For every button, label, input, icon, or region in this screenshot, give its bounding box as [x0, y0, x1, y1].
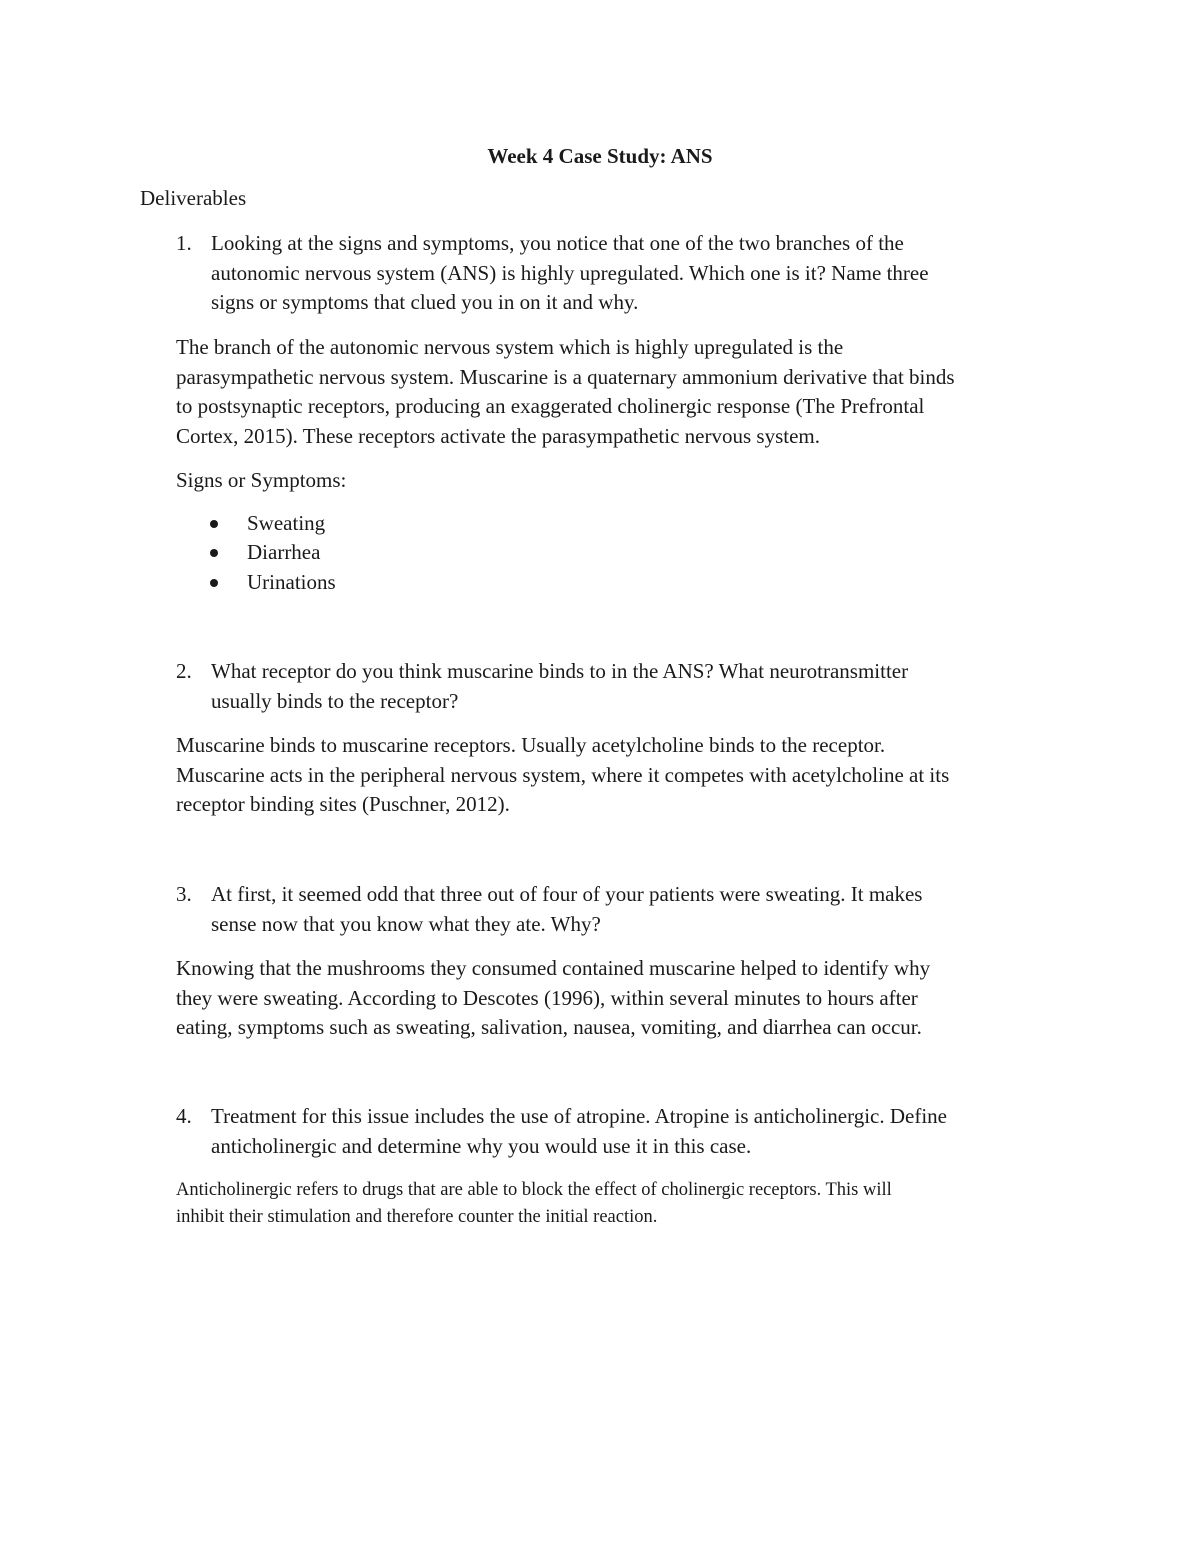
question-2-text: [211, 657, 908, 716]
question-1-line: Looking at the signs and symptoms, you notice that one of the two branches of the: [211, 231, 904, 255]
answer-3-line: eating, symptoms such as sweating, salivation, nausea, vomiting, and diarrhea can occur.: [176, 1015, 922, 1039]
answer-2-paragraph: [176, 731, 1076, 820]
answer-3-paragraph: [176, 954, 1076, 1043]
bullet-icon: [210, 549, 218, 557]
question-3-line: sense now that you know what they ate. Why?: [211, 911, 601, 936]
list-item-label: Urinations: [247, 570, 336, 594]
answer-2-line: Muscarine acts in the peripheral nervous system, where it competes with acetylcholine at its: [176, 762, 950, 787]
question-2-line: What receptor do you think muscarine binds to in the ANS? What neurotransmitter: [211, 659, 909, 683]
question-3-line: At first, it seemed odd that three out of four of your patients were sweating. It makes: [211, 882, 923, 906]
question-3-number: 3.: [176, 882, 192, 906]
page-title: Week 4 Case Study: ANS: [487, 144, 713, 168]
section-heading-deliverables: Deliverables: [140, 186, 247, 210]
bullet-icon: [210, 520, 218, 528]
question-4-text: [211, 1102, 947, 1161]
question-2-number: 2.: [176, 659, 192, 683]
question-2-line: usually binds to the receptor?: [211, 688, 459, 713]
question-4-number: 4.: [176, 1104, 192, 1128]
question-1-number: 1.: [176, 231, 192, 255]
question-1-line: signs or symptoms that clued you in on it and why.: [211, 290, 639, 314]
signs-symptoms-heading: Signs or Symptoms:: [176, 468, 347, 492]
list-item-label: Sweating: [247, 511, 326, 535]
answer-3-line: they were sweating. According to Descotes (1996), within several minutes to hours after: [176, 985, 918, 1010]
answer-1-line: Cortex, 2015). These receptors activate the parasympathetic nervous system.: [176, 423, 820, 448]
question-4-line: Treatment for this issue includes the use of atropine. Atropine is anticholinergic. Define: [211, 1104, 948, 1128]
answer-4-line: Anticholinergic refers to drugs that are able to block the effect of cholinergic receptors. This will: [176, 1180, 892, 1200]
answer-1-line: to postsynaptic receptors, producing an exaggerated cholinergic response (The Prefrontal: [176, 394, 925, 418]
answer-1-line: The branch of the autonomic nervous system which is highly upregulated is the: [176, 335, 844, 359]
bullet-icon: [210, 579, 218, 587]
answer-4-paragraph: [176, 1177, 892, 1231]
question-1-line: autonomic nervous system (ANS) is highly upregulated. Which one is it? Name three: [211, 260, 929, 285]
answer-1-line: parasympathetic nervous system. Muscarine is a quaternary ammonium derivative that binds: [176, 364, 955, 389]
question-3-text: [211, 880, 922, 939]
answer-1-paragraph: [176, 333, 1076, 451]
question-4-line: anticholinergic and determine why you would use it in this case.: [211, 1133, 752, 1158]
answer-2-line: Muscarine binds to muscarine receptors. Usually acetylcholine binds to the receptor.: [176, 733, 886, 757]
question-1-text: [211, 229, 929, 318]
answer-3-line: Knowing that the mushrooms they consumed contained muscarine helped to identify why: [176, 956, 931, 980]
answer-4-line: inhibit their stimulation and therefore counter the initial reaction.: [176, 1207, 658, 1227]
list-item-label: Diarrhea: [247, 540, 321, 564]
answer-2-line: receptor binding sites (Puschner, 2012).: [176, 792, 510, 816]
